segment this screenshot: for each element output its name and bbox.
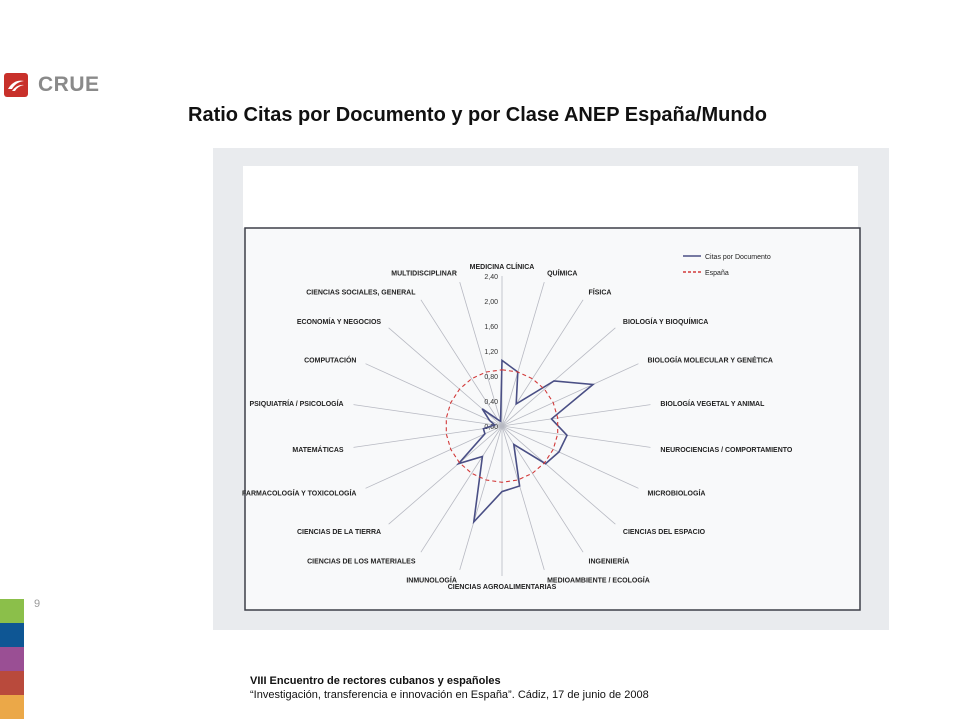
category-label: CIENCIAS SOCIALES, GENERAL bbox=[306, 289, 416, 297]
crue-logo-icon bbox=[4, 73, 28, 97]
category-label: ECONOMÍA Y NEGOCIOS bbox=[296, 319, 382, 327]
legend-label: Citas por Documento bbox=[705, 254, 771, 261]
color-bar-red bbox=[0, 671, 24, 695]
category-label: INMUNOLOGÍA bbox=[406, 577, 457, 585]
legend-label: España bbox=[705, 270, 729, 277]
color-bar-blue bbox=[0, 623, 24, 647]
crue-logo bbox=[0, 70, 100, 100]
category-label: FÍSICA bbox=[588, 289, 612, 297]
radial-tick-label: 1,20 bbox=[484, 349, 498, 356]
category-label: MEDICINA CLÍNICA bbox=[469, 264, 535, 271]
radar-chart bbox=[213, 148, 889, 630]
footer bbox=[250, 674, 649, 702]
radial-tick-label: 2,00 bbox=[484, 299, 498, 306]
category-label: BIOLOGÍA VEGETAL Y ANIMAL bbox=[660, 401, 765, 409]
footer-line-2: “Investigación, transferencia e innovación en España”. Cádiz, 17 de junio de 2008 bbox=[250, 689, 649, 701]
scan-header-box bbox=[243, 166, 858, 228]
category-label: CIENCIAS DE LA TIERRA bbox=[296, 528, 382, 536]
category-label: MEDIOAMBIENTE / ECOLOGÍA bbox=[547, 577, 650, 585]
category-label: MULTIDISCIPLINAR bbox=[391, 270, 457, 278]
radial-tick-label: 1,60 bbox=[484, 324, 498, 331]
category-label: CIENCIAS AGROALIMENTARIAS bbox=[447, 584, 557, 591]
category-label: BIOLOGÍA Y BIOQUÍMICA bbox=[622, 319, 709, 327]
radial-tick-label: 0,80 bbox=[484, 374, 498, 381]
page-title: Ratio Citas por Documento y por Clase ANEP España/Mundo bbox=[188, 104, 767, 126]
category-label: MATEMÁTICAS bbox=[292, 446, 344, 454]
category-label: CIENCIAS DEL ESPACIO bbox=[622, 528, 706, 536]
page-number: 9 bbox=[34, 598, 41, 610]
logo-text: CRUE bbox=[38, 73, 100, 96]
category-label: COMPUTACIÓN bbox=[304, 357, 357, 365]
category-label: CIENCIAS DE LOS MATERIALES bbox=[307, 558, 416, 566]
radial-tick-label: 0,00 bbox=[484, 424, 498, 431]
radial-tick-label: 0,40 bbox=[484, 399, 498, 406]
color-bars bbox=[0, 599, 24, 719]
category-label: BIOLOGÍA MOLECULAR Y GENÉTICA bbox=[647, 357, 773, 365]
footer-line-1: VIII Encuentro de rectores cubanos y españoles bbox=[250, 675, 501, 687]
category-label: FARMACOLOGÍA Y TOXICOLOGÍA bbox=[242, 490, 357, 498]
category-label: MICROBIOLOGÍA bbox=[647, 490, 706, 498]
category-label: QUÍMICA bbox=[547, 270, 578, 278]
color-bar-orange bbox=[0, 695, 24, 719]
color-bar-green bbox=[0, 599, 24, 623]
category-label: INGENIERÍA bbox=[588, 558, 630, 566]
category-label: NEUROCIENCIAS / COMPORTAMIENTO bbox=[660, 446, 793, 454]
radial-tick-label: 2,40 bbox=[484, 274, 498, 281]
scanned-chart-image bbox=[213, 148, 889, 630]
category-label: PSIQUIATRÍA / PSICOLOGÍA bbox=[249, 401, 344, 409]
color-bar-purple bbox=[0, 647, 24, 671]
